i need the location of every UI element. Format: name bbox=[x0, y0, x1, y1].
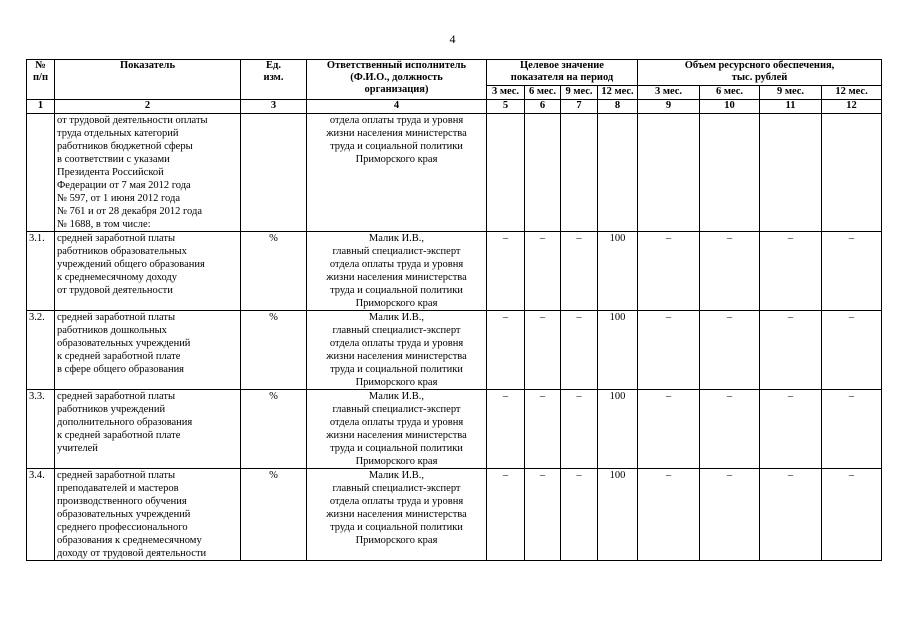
resource-value bbox=[700, 114, 760, 232]
indicator-text: от трудовой деятельности оплаты труда отдельных категорий работников бюджетной сферы в соответствии с указами Президента Российской Федерации от 7 мая 2012 года № 597, от 1 июня 2012 года № 761 и от 28 декабря 2012 года № 1688, в том числе: bbox=[55, 114, 241, 232]
header-unit: Ед. изм. bbox=[241, 60, 307, 100]
period-header: 6 мес. bbox=[525, 86, 561, 100]
target-value: – bbox=[487, 390, 525, 469]
unit-cell: % bbox=[241, 311, 307, 390]
target-value: – bbox=[487, 232, 525, 311]
header-indicator: Показатель bbox=[55, 60, 241, 100]
column-number: 5 bbox=[487, 100, 525, 114]
resource-value: – bbox=[822, 469, 882, 561]
column-number: 6 bbox=[525, 100, 561, 114]
responsible-text: Малик И.В., главный специалист-эксперт отдела оплаты труда и уровня жизни населения министерства труда и социальной политики Приморского края bbox=[307, 232, 487, 311]
page-number: 4 bbox=[449, 32, 456, 46]
resource-value: – bbox=[760, 390, 822, 469]
unit-cell: % bbox=[241, 390, 307, 469]
header-responsible: Ответственный исполнитель (Ф.И.О., должность организация) bbox=[307, 60, 487, 100]
header-resource: Объем ресурсного обеспечения, тыс. рублей bbox=[638, 60, 882, 86]
resource-value: – bbox=[700, 390, 760, 469]
resource-value bbox=[638, 114, 700, 232]
indicator-text: средней заработной платы работников образовательных учреждений общего образования к среднемесячному доходу от трудовой деятельности bbox=[55, 232, 241, 311]
responsible-text: Малик И.В., главный специалист-эксперт отдела оплаты труда и уровня жизни населения министерства труда и социальной политики Приморского края bbox=[307, 311, 487, 390]
target-value: 100 bbox=[598, 469, 638, 561]
target-value: 100 bbox=[598, 390, 638, 469]
table-row bbox=[27, 114, 882, 232]
resource-value: – bbox=[700, 469, 760, 561]
resource-value: – bbox=[822, 311, 882, 390]
row-number: 3.1. bbox=[27, 232, 55, 311]
target-value: – bbox=[561, 390, 598, 469]
period-header: 3 мес. bbox=[487, 86, 525, 100]
table-row bbox=[27, 232, 882, 311]
target-value: – bbox=[561, 311, 598, 390]
column-number: 1 bbox=[27, 100, 55, 114]
indicator-text: средней заработной платы работников учреждений дополнительного образования к средней заработной плате учителей bbox=[55, 390, 241, 469]
unit-cell bbox=[241, 114, 307, 232]
row-number: 3.4. bbox=[27, 469, 55, 561]
column-number: 8 bbox=[598, 100, 638, 114]
target-value bbox=[525, 114, 561, 232]
period-header: 12 мес. bbox=[598, 86, 638, 100]
resource-value: – bbox=[760, 311, 822, 390]
responsible-text: отдела оплаты труда и уровня жизни населения министерства труда и социальной политики Приморского края bbox=[307, 114, 487, 232]
row-number: 3.3. bbox=[27, 390, 55, 469]
resource-value: – bbox=[638, 311, 700, 390]
row-number: 3.2. bbox=[27, 311, 55, 390]
column-number: 9 bbox=[638, 100, 700, 114]
indicator-text: средней заработной платы преподавателей и мастеров производственного обучения образовательных учреждений среднего профессионального образования к среднемесячному доходу от трудовой деятельности bbox=[55, 469, 241, 561]
table-row bbox=[27, 390, 882, 469]
header-num: № п/п bbox=[27, 60, 55, 100]
column-number: 3 bbox=[241, 100, 307, 114]
period-header: 12 мес. bbox=[822, 86, 882, 100]
resource-value: – bbox=[760, 232, 822, 311]
table-row bbox=[27, 311, 882, 390]
column-number: 10 bbox=[700, 100, 760, 114]
target-value: – bbox=[525, 390, 561, 469]
period-header: 6 мес. bbox=[700, 86, 760, 100]
resource-value: – bbox=[700, 311, 760, 390]
target-value bbox=[561, 114, 598, 232]
target-value: 100 bbox=[598, 311, 638, 390]
target-value bbox=[487, 114, 525, 232]
responsible-text: Малик И.В., главный специалист-эксперт отдела оплаты труда и уровня жизни населения министерства труда и социальной политики Приморского края bbox=[307, 469, 487, 561]
header-target: Целевое значение показателя на период bbox=[487, 60, 638, 86]
column-number: 4 bbox=[307, 100, 487, 114]
resource-value: – bbox=[638, 469, 700, 561]
resource-value: – bbox=[638, 390, 700, 469]
target-value: – bbox=[561, 469, 598, 561]
resource-value: – bbox=[638, 232, 700, 311]
period-header: 9 мес. bbox=[561, 86, 598, 100]
column-number: 2 bbox=[55, 100, 241, 114]
resource-value: – bbox=[822, 390, 882, 469]
unit-cell: % bbox=[241, 469, 307, 561]
target-value: 100 bbox=[598, 232, 638, 311]
target-value: – bbox=[561, 232, 598, 311]
indicator-text: средней заработной платы работников дошкольных образовательных учреждений к средней заработной плате в сфере общего образования bbox=[55, 311, 241, 390]
row-number bbox=[27, 114, 55, 232]
resource-value bbox=[822, 114, 882, 232]
unit-cell: % bbox=[241, 232, 307, 311]
responsible-text: Малик И.В., главный специалист-эксперт отдела оплаты труда и уровня жизни населения министерства труда и социальной политики Приморского края bbox=[307, 390, 487, 469]
period-header: 9 мес. bbox=[760, 86, 822, 100]
resource-value: – bbox=[822, 232, 882, 311]
target-value: – bbox=[525, 469, 561, 561]
target-value: – bbox=[487, 469, 525, 561]
table-row bbox=[27, 469, 882, 561]
resource-value bbox=[760, 114, 822, 232]
target-value bbox=[598, 114, 638, 232]
target-value: – bbox=[525, 311, 561, 390]
column-number: 12 bbox=[822, 100, 882, 114]
resource-value: – bbox=[700, 232, 760, 311]
target-value: – bbox=[487, 311, 525, 390]
column-number: 7 bbox=[561, 100, 598, 114]
resource-value: – bbox=[760, 469, 822, 561]
target-value: – bbox=[525, 232, 561, 311]
plan-table bbox=[26, 59, 882, 561]
period-header: 3 мес. bbox=[638, 86, 700, 100]
column-number: 11 bbox=[760, 100, 822, 114]
